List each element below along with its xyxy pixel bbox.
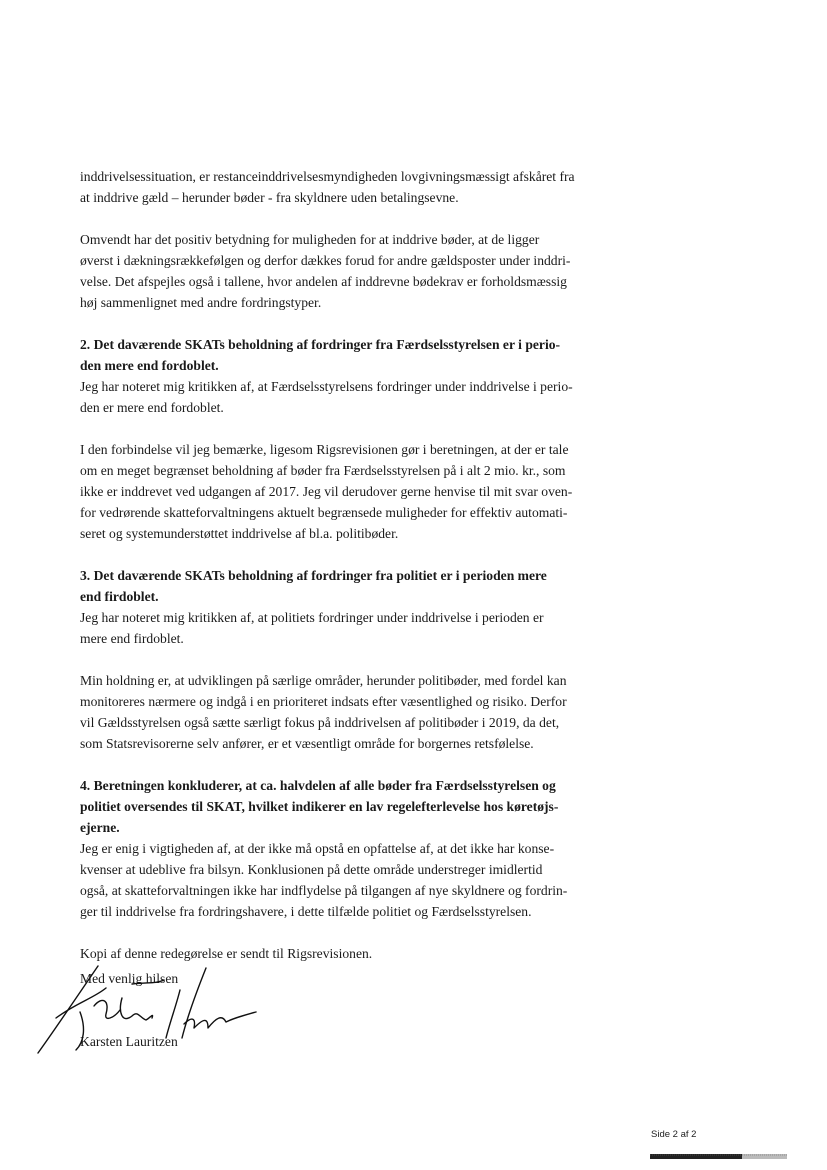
paragraph-positive-effect: Omvendt har det positiv betydning for muligheden for at inddrive bøder, at de ligger øverst i dækningsrækkefølgen og derfor dækkes forud for andre gældsposter under inddri- velse. Det afspejles også i tallene, hvor andelen af inddrevne bødekrav er forholdsmæssig høj sammenlignet med andre fordringstyper. bbox=[80, 232, 571, 310]
copy-note: Kopi af denne redegørelse er sendt til Rigsrevisionen. bbox=[80, 946, 373, 961]
section-4 bbox=[80, 775, 615, 922]
paragraph-intro-continuation: inddrivelsessituation, er restanceinddrivelsesmyndigheden lovgivningsmæssigt afskåret fra at inddrive gæld – herunder bøder - fra skyldnere uden betalingsevne. bbox=[80, 169, 575, 205]
section-paragraph: Jeg har noteret mig kritikken af, at politiets fordringer under inddrivelse i perioden er mere end firdoblet. bbox=[80, 610, 544, 646]
section-paragraph: Jeg er enig i vigtigheden af, at der ikke må opstå en opfattelse af, at det ikke har konse- kvenser at udeblive fra bilsyn. Konklusionen på dette område understreger imidlertid også, at skatteforvaltningen ikke har indflydelse på tilgangen af nye skyldnere og fordrin- ger til inddrivelse fra fordringshavere, i dette tilfælde politiet og Færdselsstyrelsen. bbox=[80, 841, 568, 919]
handwritten-signature bbox=[36, 958, 266, 1058]
signatory-name: Karsten Lauritzen bbox=[80, 1034, 178, 1049]
footer-bar-decoration bbox=[650, 1154, 787, 1160]
section-heading: 2. Det daværende SKATs beholdning af fordringer fra Færdselsstyrelsen er i perio- den mere end fordoblet. bbox=[80, 337, 561, 373]
section-2 bbox=[80, 334, 615, 544]
section-paragraph: Min holdning er, at udviklingen på særlige områder, herunder politibøder, med fordel kan monitoreres nærmere og indgå i en prioriteret indsats efter væsentlighed og risiko. Derfor vil Gældsstyrelsen også sætte særligt fokus på inddrivelsen af politibøder i 2019, da det, som Statsrevisorerne selv anfører, er et væsentligt område for borgernes retsfølelse. bbox=[80, 673, 567, 751]
section-paragraph: Jeg har noteret mig kritikken af, at Færdselsstyrelsens fordringer under inddrivelse i perio- den er mere end fordoblet. bbox=[80, 379, 573, 415]
closing-greeting: Med venlig hilsen bbox=[80, 971, 179, 986]
section-heading: 4. Beretningen konkluderer, at ca. halvdelen af alle bøder fra Færdselsstyrelsen og politiet oversendes til SKAT, hvilket indikerer en lav regelefterlevelse hos køretøjs- ejerne. bbox=[80, 778, 559, 835]
section-heading: 3. Det daværende SKATs beholdning af fordringer fra politiet er i perioden mere end firdoblet. bbox=[80, 568, 547, 604]
section-paragraph: I den forbindelse vil jeg bemærke, ligesom Rigsrevisionen gør i beretningen, at der er tale om en meget begrænset beholdning af bøder fra Færdselsstyrelsen på i alt 2 mio. kr., som ikke er inddrevet ved udgangen af 2017. Jeg vil derudover gerne henvise til mit svar oven- for vedrørende skatteforvaltningens aktuelt begrænsede muligheder for effektiv automati- seret og systemunderstøttet inddrivelse af bl.a. politibøder. bbox=[80, 442, 573, 541]
letter-body bbox=[80, 166, 615, 985]
page-number: Side 2 af 2 bbox=[651, 1129, 697, 1140]
section-3 bbox=[80, 565, 615, 754]
